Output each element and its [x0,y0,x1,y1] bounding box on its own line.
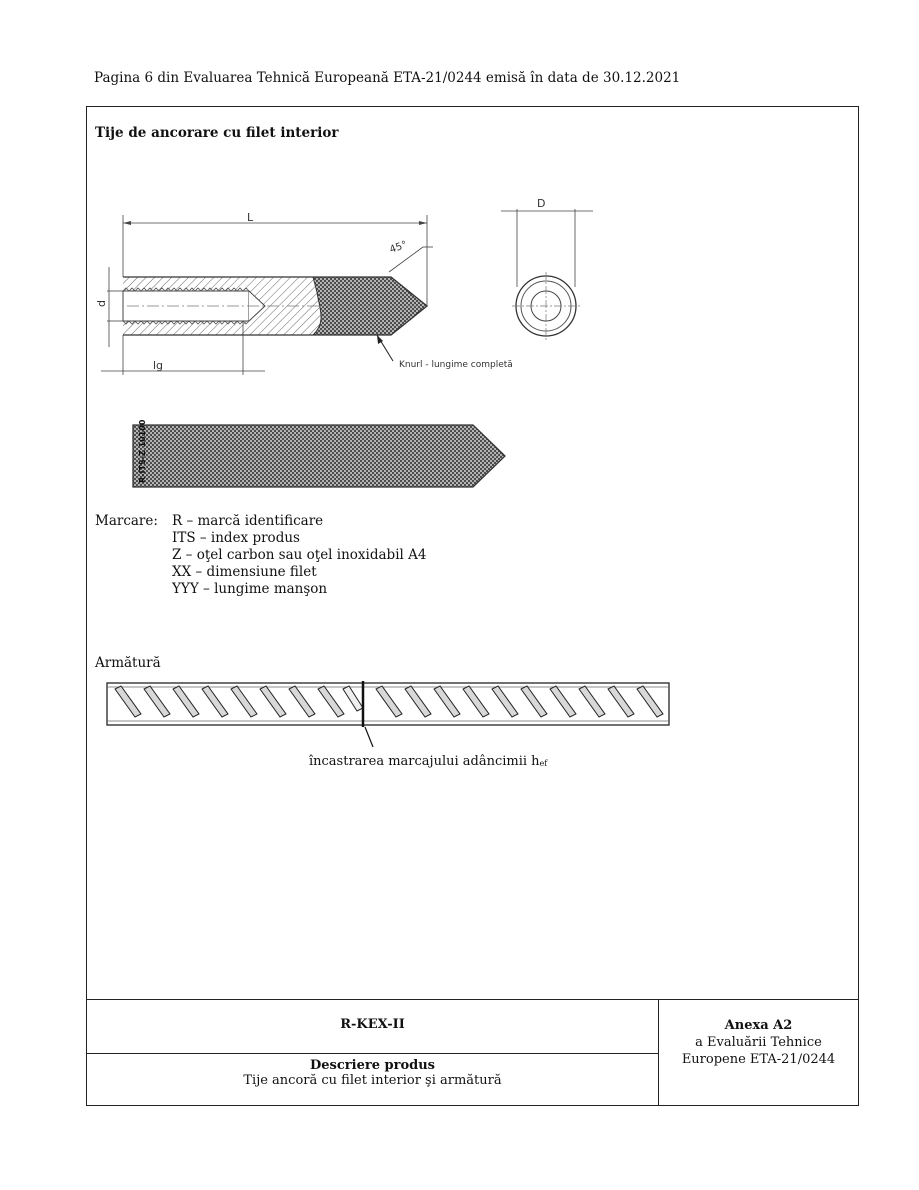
page-header: Pagina 6 din Evaluarea Tehnică Europeană ETA-21/0244 emisă în data de 30.12.2021 [94,70,681,86]
rebar [107,681,669,747]
section-title: Tije de ancorare cu filet interior [95,125,339,141]
dim-D-label: D [537,197,546,210]
technical-drawing [87,107,858,827]
product-name: R-KEX-II [340,1017,405,1032]
annex-line-1: a Evaluării Tehnice [695,1035,822,1050]
footer-table [87,999,858,1106]
marking-item: ITS – index produs [172,530,300,546]
annex-cell [659,1017,858,1068]
marking-item: XX – dimensiune filet [172,564,317,580]
product-name-cell [87,1000,658,1054]
dim-d-label: d [95,300,108,307]
knurl-note: Knurl - lungime completă [399,360,513,370]
description-cell [87,1054,658,1088]
marking-label: Marcare: [95,513,158,529]
rod-marking-text: R-ITS-Z 10100 [138,419,147,483]
marked-rod [133,425,505,487]
dim-L-label: L [247,211,254,224]
description-subtitle: Tije ancoră cu filet interior şi armătură [243,1073,502,1088]
angle-label: 45° [388,239,409,256]
annex-frame [86,106,859,1106]
rod-front-view [501,209,593,340]
embedment-caption: încastrarea marcajului adâncimii $h_{ef}$ [309,754,548,769]
annex-title: Anexa A2 [724,1018,793,1033]
marking-item: Z – oţel carbon sau oţel inoxidabil A4 [172,547,427,563]
marking-item: YYY – lungime manşon [172,581,328,597]
annex-line-2: Europene ETA-21/0244 [681,1052,836,1067]
rebar-title: Armătură [95,655,161,671]
rod-side-view [101,215,433,375]
description-title: Descriere produs [310,1058,435,1073]
dim-lg-label: lg [153,359,164,372]
marking-item: R – marcă identificare [172,513,324,529]
